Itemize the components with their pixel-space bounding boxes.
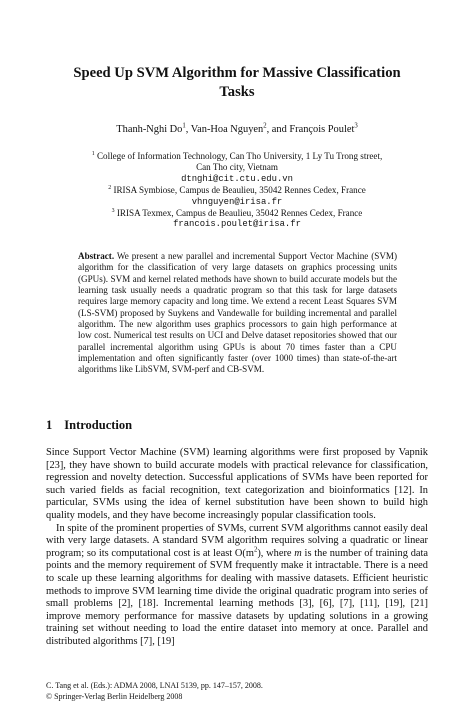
affiliation-1-email[interactable]: dtnghi@cit.ctu.edu.vn (181, 173, 293, 184)
paragraph-2-part-c: is the number of training data points and the memory requirement of SVM frequently make it intractable. There is a need to scale up these learning algorithms for dealing with massive datasets. Efficient heuristic methods to improve SVM learning time divide the original quadratic program into series of small problems [2], [18]. Incremental learning methods [3], [6], [7], [11], [19], [21] improve memory performance for massive datasets by updating solutions in a growing training set without needing to load the entire dataset into memory at once. Parallel and distributed algorithms [7], [19] (46, 547, 429, 647)
author-2: Van-Hoa Nguyen (190, 124, 264, 135)
paragraph-1: Since Support Vector Machine (SVM) learning algorithms were first proposed by Vapnik [23], they have shown to build accurate models with practical relevance for classification, regression and novelty detection. Successful applications of SVMs have been reported for such varied fields as facial recognition, text categorization and bioinformatics [12]. In particular, SVMs using the idea of kernel substitution have been shown to build high quality models, and they have become increasingly popular classification tools. (46, 447, 428, 521)
affiliation-3 (56, 208, 418, 231)
paragraph-2-part-b: ), where (257, 547, 295, 559)
affiliation-2-line-1: IRISA Symbiose, Campus de Beaulieu, 35042 Rennes Cedex, France (113, 185, 366, 196)
affiliation-2-email[interactable]: vhnguyen@irisa.fr (191, 196, 283, 207)
affiliation-2 (56, 185, 418, 208)
affiliation-1-line-1: College of Information Technology, Can Tho University, 1 Ly Tu Trong street, (96, 151, 383, 161)
paragraph-2-variable-m: m (294, 547, 302, 559)
section-title: Introduction (64, 418, 133, 432)
paragraph-2-exponent: 2 (253, 546, 258, 554)
title-line-2: Tasks (219, 84, 255, 100)
abstract (78, 251, 397, 376)
author-separator-1: , (185, 124, 191, 135)
page-footer (46, 680, 263, 702)
paragraph-2-part-a: In spite of the prominent properties of SVMs, current SVM algorithms cannot easily deal with very large datasets. A standard SVM algorithm requires solving a quadratic or linear program; so its computational cost is at least O(m (46, 522, 428, 559)
author-1: Thanh-Nghi Do (116, 124, 183, 135)
affiliation-3-email[interactable]: francois.poulet@irisa.fr (173, 219, 301, 230)
author-list (40, 123, 434, 136)
affiliation-2-mark: 2 (108, 185, 112, 192)
affiliation-3-mark: 3 (111, 208, 115, 214)
affiliation-1 (56, 151, 418, 185)
title-line-1: Speed Up SVM Algorithm for Massive Classification (73, 65, 401, 81)
paragraph-2 (46, 523, 428, 649)
affiliations (56, 151, 418, 231)
section-heading (46, 418, 132, 433)
affiliation-3-line-1: IRISA Texmex, Campus de Beaulieu, 35042 Rennes Cedex, France (116, 208, 363, 219)
author-separator-2: , and (266, 124, 290, 135)
footer-copyright: © Springer-Verlag Berlin Heidelberg 2008 (46, 692, 183, 701)
author-3-affil-mark: 3 (354, 122, 358, 130)
paper-title (40, 64, 434, 102)
section-body (46, 447, 428, 649)
affiliation-1-line-2: Can Tho city, Vietnam (196, 162, 278, 173)
abstract-label: Abstract. (78, 251, 115, 261)
footer-citation: C. Tang et al. (Eds.): ADMA 2008, LNAI 5139, pp. 147–157, 2008. (46, 681, 263, 690)
author-3: François Poulet (289, 124, 355, 135)
author-2-affil-mark: 2 (263, 122, 267, 130)
author-1-affil-mark: 1 (182, 122, 186, 130)
section-number: 1 (46, 418, 53, 432)
affiliation-1-mark: 1 (91, 150, 95, 157)
abstract-text: We present a new parallel and incremental Support Vector Machine (SVM) algorithm for the classification of very large datasets on graphics processing units (GPUs). SVM and kernel related methods have shown to build accurate models but the learning task usually needs a quadratic program so that this task for large datasets requires large memory capacity and long time. We extend a recent Least Squares SVM (LS-SVM) proposed by Suykens and Vandewalle for building incremental and parallel algorithm. The new algorithm uses graphics processors to gain high performance at low cost. Numerical test results on UCI and Delve dataset repositories showed that our parallel incremental algorithm using GPUs is about 70 times faster than a CPU implementation and often significantly faster (over 1000 times) than state-of-the-art algorithms like LibSVM, SVM-perf and CB-SVM. (78, 251, 398, 375)
